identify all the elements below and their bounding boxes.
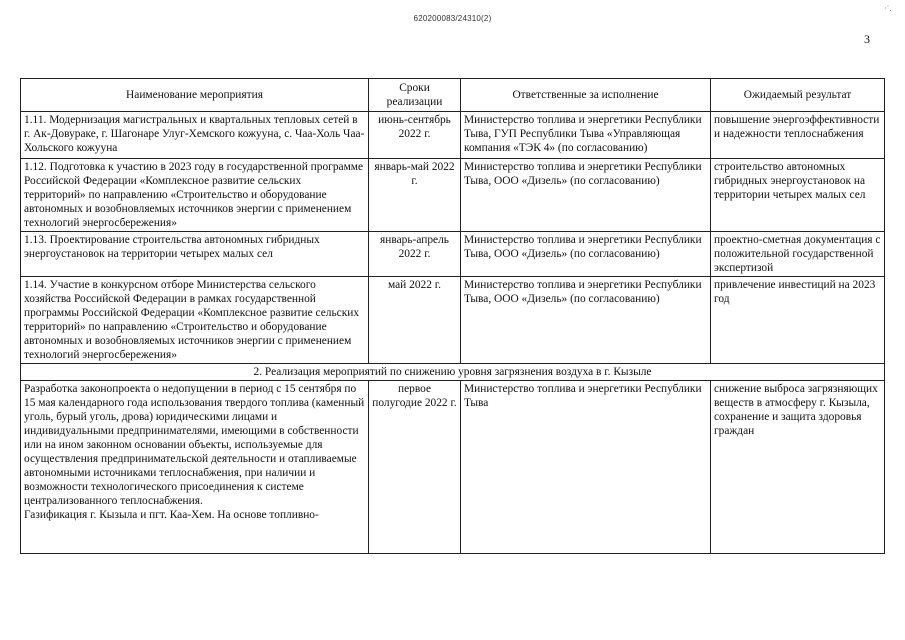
measure-term: май 2022 г. <box>369 277 461 364</box>
table-row <box>21 112 885 159</box>
page-number: 3 <box>864 32 870 46</box>
measure-result: снижение выброса загрязняющих веществ в атмосферу г. Кызыла, сохранение и защита здоровья граждан <box>711 381 885 554</box>
table-row <box>21 232 885 277</box>
measure-term: январь-май 2022 г. <box>369 159 461 232</box>
table-row <box>21 381 885 554</box>
measure-name <box>21 381 369 554</box>
table-row <box>21 159 885 232</box>
measure-name-paragraph: Газификация г. Кызыла и пгт. Каа-Хем. На основе топливно- <box>24 509 319 521</box>
section-title: 2. Реализация мероприятий по снижению уровня загрязнения воздуха в г. Кызыле <box>21 364 885 381</box>
document-number: 620200083/24310(2) <box>413 14 492 23</box>
measure-result: привлечение инвестиций на 2023 год <box>711 277 885 364</box>
measure-result: строительство автономных гибридных энергоустановок на территории четырех малых сел <box>711 159 885 232</box>
measure-name: 1.12. Подготовка к участию в 2023 году в государственной программе Российской Федерации «Комплексное развитие сельских территорий» по направлению «Строительство и оборудование автономных и возобновляемых источников энергии с применением технологий энергосбережения» <box>21 159 369 232</box>
measure-name: 1.13. Проектирование строительства автономных гибридных энергоустановок на территории четырех малых сел <box>21 232 369 277</box>
section-row <box>21 364 885 381</box>
measure-name: 1.14. Участие в конкурсном отборе Министерства сельского хозяйства Российской Федерации в рамках государственной программы Российской Федерации «Комплексное развитие сельских территорий» по направлению «Строительство и оборудование автономных и возобновляемых источников энергии с применением технологий энергосбережения» <box>21 277 369 364</box>
measure-responsible: Министерство топлива и энергетики Республики Тыва <box>461 381 711 554</box>
measure-term: январь-апрель 2022 г. <box>369 232 461 277</box>
measure-responsible: Министерство топлива и энергетики Республики Тыва, ГУП Республики Тыва «Управляющая компания «ТЭК 4» (по согласованию) <box>461 112 711 159</box>
column-header-term: Сроки реализации <box>369 79 461 112</box>
measure-term: июнь-сентябрь 2022 г. <box>369 112 461 159</box>
table-header-row <box>21 79 885 112</box>
measure-result: повышение энергоэффективности и надежности теплоснабжения <box>711 112 885 159</box>
measure-term: первое полугодие 2022 г. <box>369 381 461 554</box>
measure-name-paragraph: Разработка законопроекта о недопущении в период с 15 сентября по 15 мая календарного года использования твердого топлива (каменный уголь, бурый уголь, дрова) юридическими лицами и индивидуальными предпринимателями, имеющими в собственности или на ином законном основании объекты, используемые для осуществления предпринимательской деятельности и отапливаемые автономными источниками теплоснабжения, при наличии и возможности технологического присоединения к системе централизованного теплоснабжения. <box>24 383 365 507</box>
measure-name: 1.11. Модернизация магистральных и квартальных тепловых сетей в г. Ак-Довураке, г. Шагонаре Улуг-Хемского кожууна, с. Чаа-Холь Чаа-Хольского кожууна <box>21 112 369 159</box>
column-header-result: Ожидаемый результат <box>711 79 885 112</box>
column-header-name: Наименование мероприятия <box>21 79 369 112</box>
measures-table <box>20 78 885 554</box>
measure-responsible: Министерство топлива и энергетики Республики Тыва, ООО «Дизель» (по согласованию) <box>461 232 711 277</box>
scan-mark: ·˙. <box>884 4 892 13</box>
table-row <box>21 277 885 364</box>
measure-responsible: Министерство топлива и энергетики Республики Тыва, ООО «Дизель» (по согласованию) <box>461 277 711 364</box>
column-header-responsible: Ответственные за исполнение <box>461 79 711 112</box>
measure-responsible: Министерство топлива и энергетики Республики Тыва, ООО «Дизель» (по согласованию) <box>461 159 711 232</box>
measure-result: проектно-сметная документация с положительной государственной экспертизой <box>711 232 885 277</box>
